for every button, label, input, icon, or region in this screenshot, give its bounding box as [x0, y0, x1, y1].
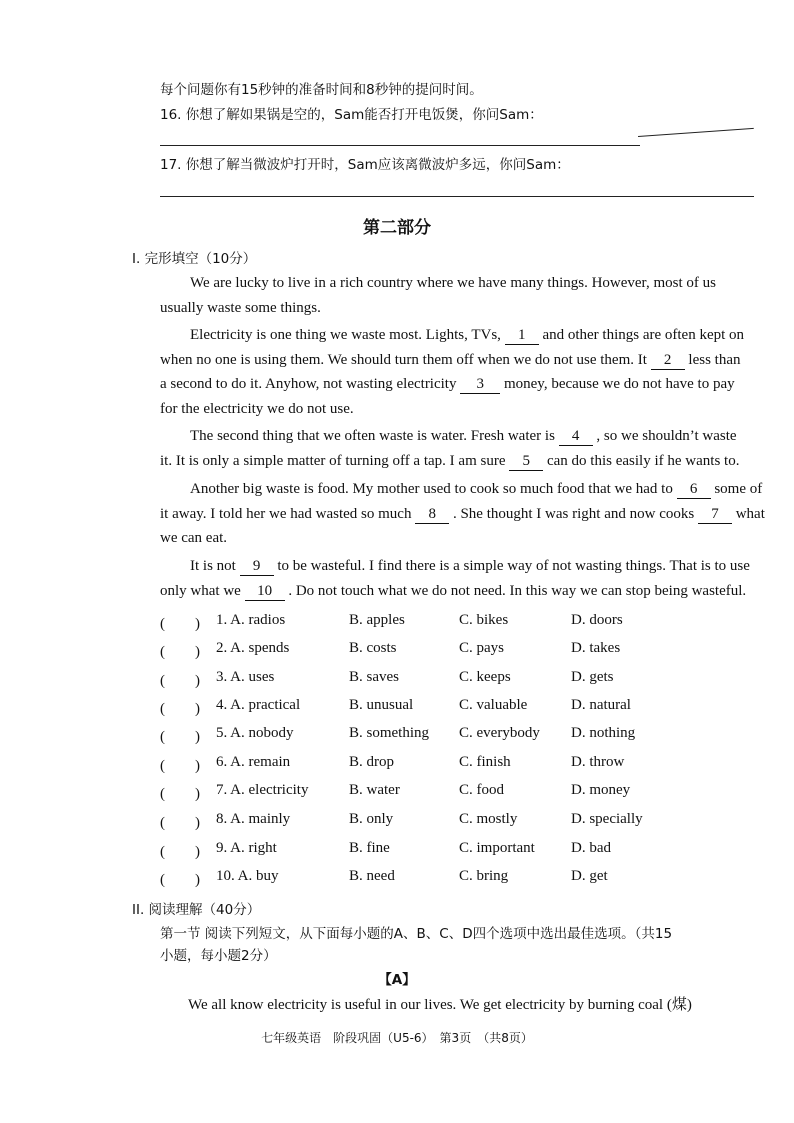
answer-line-16: [160, 145, 640, 146]
option-c: C. mostly: [459, 811, 518, 827]
text-segment: what: [735, 506, 765, 522]
answer-paren[interactable]: ( ): [160, 844, 200, 860]
para1-line2: usually waste some things.: [160, 300, 321, 316]
answer-paren[interactable]: ( ): [160, 673, 200, 689]
part-title: 第二部分: [363, 218, 431, 238]
option-a: 3. A. uses: [216, 669, 275, 685]
option-b: B. only: [349, 811, 394, 827]
option-b: B. need: [349, 868, 395, 884]
answer-line-16-tail: [638, 128, 754, 137]
text-segment: can do this easily if he wants to.: [546, 453, 740, 469]
blank-2: 2: [651, 352, 685, 370]
section1-heading: I. 完形填空（10分）: [132, 251, 257, 267]
para2-line2: [160, 352, 741, 370]
option-b: B. unusual: [349, 697, 414, 713]
option-b: B. drop: [349, 754, 394, 770]
option-a: 9. A. right: [216, 840, 277, 856]
option-c: C. keeps: [459, 669, 511, 685]
option-d: D. nothing: [571, 725, 636, 741]
answer-paren[interactable]: ( ): [160, 729, 200, 745]
para1-line1: We are lucky to live in a rich country where we have many things. However, most of us: [190, 275, 716, 291]
option-c: C. finish: [459, 754, 511, 770]
text-segment: when no one is using them. We should turn them off when we do not use them. It: [160, 352, 647, 368]
text-segment: money, because we do not have to pay: [503, 376, 735, 392]
option-c: C. important: [459, 840, 535, 856]
passage-a-line1: We all know electricity is useful in our lives. We get electricity by burning coal (煤): [188, 997, 692, 1013]
para3-line1: [190, 428, 737, 446]
option-b: B. costs: [349, 640, 397, 656]
option-c: C. everybody: [459, 725, 540, 741]
text-segment: Another big waste is food. My mother used to cook so much food that we had to: [190, 481, 673, 497]
option-b: B. water: [349, 782, 400, 798]
para4-line3: we can eat.: [160, 530, 228, 546]
para2-line3: [160, 376, 735, 394]
text-segment: It is not: [190, 558, 236, 574]
option-a: 7. A. electricity: [216, 782, 309, 798]
text-segment: less than: [688, 352, 741, 368]
option-b: B. saves: [349, 669, 399, 685]
text-segment: . She thought I was right and now cooks: [452, 506, 695, 522]
answer-paren[interactable]: ( ): [160, 616, 200, 632]
option-d: D. get: [571, 868, 608, 884]
option-a: 8. A. mainly: [216, 811, 291, 827]
option-b: B. apples: [349, 612, 405, 628]
blank-10: 10: [245, 583, 285, 601]
option-d: D. gets: [571, 669, 614, 685]
blank-7: 7: [698, 506, 732, 524]
page-footer: 七年级英语 阶段巩固（U5-6） 第3页 （共8页）: [261, 1031, 533, 1045]
text-segment: only what we: [160, 583, 241, 599]
option-c: C. bikes: [459, 612, 509, 628]
para5-line1: [190, 558, 750, 576]
option-c: C. pays: [459, 640, 504, 656]
para4-line2: [160, 506, 765, 524]
para2-line1: [190, 327, 744, 345]
option-c: C. food: [459, 782, 504, 798]
para2-line4: for the electricity we do not use.: [160, 401, 354, 417]
answer-paren[interactable]: ( ): [160, 872, 200, 888]
option-a: 2. A. spends: [216, 640, 290, 656]
text-segment: , so we shouldn’t waste: [596, 428, 737, 444]
option-d: D. natural: [571, 697, 631, 713]
option-a: 10. A. buy: [216, 868, 279, 884]
text-segment: and other things are often kept on: [542, 327, 745, 343]
option-d: D. doors: [571, 612, 623, 628]
blank-9: 9: [240, 558, 274, 576]
option-b: B. something: [349, 725, 430, 741]
option-c: C. bring: [459, 868, 509, 884]
option-a: 6. A. remain: [216, 754, 291, 770]
para5-line2: [160, 583, 746, 601]
para4-line1: [190, 481, 762, 499]
passage-label: 【A】: [378, 972, 416, 988]
blank-4: 4: [559, 428, 593, 446]
option-a: 5. A. nobody: [216, 725, 294, 741]
answer-line-17: [160, 196, 754, 197]
answer-paren[interactable]: ( ): [160, 701, 200, 717]
section2-instruction-line1: 第一节 阅读下列短文，从下面每小题的A、B、C、D四个选项中选出最佳选项。（共15: [160, 926, 673, 942]
text-segment: to be wasteful. I find there is a simple way of not wasting things. That is to use: [277, 558, 750, 574]
para3-line2: [160, 453, 739, 471]
text-segment: Electricity is one thing we waste most. Lights, TVs,: [190, 327, 501, 343]
answer-paren[interactable]: ( ): [160, 786, 200, 802]
blank-8: 8: [415, 506, 449, 524]
text-segment: some of: [714, 481, 763, 497]
answer-paren[interactable]: ( ): [160, 644, 200, 660]
option-d: D. money: [571, 782, 631, 798]
option-a: 4. A. practical: [216, 697, 301, 713]
blank-5: 5: [509, 453, 543, 471]
text-segment: The second thing that we often waste is water. Fresh water is: [190, 428, 555, 444]
option-b: B. fine: [349, 840, 390, 856]
text-segment: it away. I told her we had wasted so much: [160, 506, 412, 522]
option-d: D. throw: [571, 754, 625, 770]
blank-6: 6: [677, 481, 711, 499]
option-c: C. valuable: [459, 697, 528, 713]
text-segment: a second to do it. Anyhow, not wasting electricity: [160, 376, 457, 392]
section2-instruction-line2: 小题，每小题2分）: [160, 948, 277, 964]
question-17: 17. 你想了解当微波炉打开时，Sam应该离微波炉多远，你问Sam：: [160, 157, 570, 173]
blank-3: 3: [460, 376, 500, 394]
text-segment: it. It is only a simple matter of turning off a tap. I am sure: [160, 453, 506, 469]
option-d: D. specially: [571, 811, 643, 827]
instruction-text: 每个问题你有15秒钟的准备时间和8秒钟的提问时间。: [160, 82, 483, 98]
option-a: 1. A. radios: [216, 612, 286, 628]
text-segment: . Do not touch what we do not need. In this way we can stop being wasteful.: [288, 583, 747, 599]
question-16: 16. 你想了解如果锅是空的，Sam能否打开电饭煲，你问Sam：: [160, 107, 543, 123]
option-d: D. bad: [571, 840, 611, 856]
section2-heading: II. 阅读理解（40分）: [132, 902, 261, 918]
option-d: D. takes: [571, 640, 621, 656]
blank-1: 1: [505, 327, 539, 345]
answer-paren[interactable]: ( ): [160, 815, 200, 831]
answer-paren[interactable]: ( ): [160, 758, 200, 774]
